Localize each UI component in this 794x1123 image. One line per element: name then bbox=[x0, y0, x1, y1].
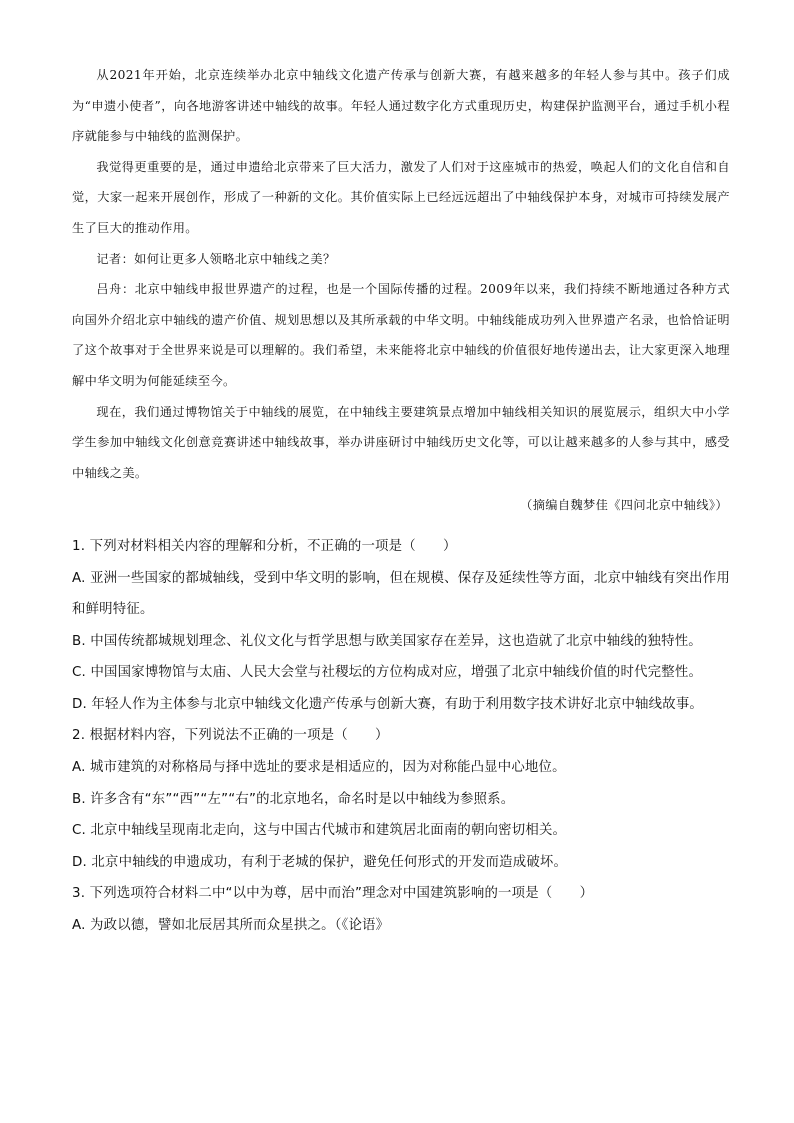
question-1-option-c: C. 中国国家博物馆与太庙、人民大会堂与社稷坛的方位构成对应，增强了北京中轴线价值的时代完整性。 bbox=[72, 665, 703, 681]
question-1-option-d: D. 年轻人作为主体参与北京中轴线文化遗产传承与创新大赛，有助于利用数字技术讲好北京中轴线故事。 bbox=[72, 696, 703, 712]
reading-passage bbox=[72, 60, 730, 521]
question-1-stem: 1. 下列对材料相关内容的理解和分析，不正确的一项是（ ） bbox=[72, 538, 457, 554]
question-2-option-b: B. 许多含有“东”“西”“左”“右”的北京地名，命名时是以中轴线为参照系。 bbox=[72, 791, 515, 807]
passage-source: （摘编自魏梦佳《四问北京中轴线》） bbox=[520, 498, 728, 513]
question-3-option-a: A. 为政以德，譬如北辰居其所而众星拱之。（《论语》 bbox=[72, 918, 390, 934]
question-2-stem: 2. 根据材料内容，下列说法不正确的一项是（ ） bbox=[72, 728, 389, 744]
passage-paragraph: 从2021年开始，北京连续举办北京中轴线文化遗产传承与创新大赛，有越来越多的年轻人参与其中。孩子们成为“申遗小使者”，向各地游客讲述中轴线的故事。年轻人通过数字化方式重现历史，构建保护监测平台，通过手机小程序就能参与中轴线的监测保护。 bbox=[72, 68, 730, 144]
passage-paragraph: 现在，我们通过博物馆关于中轴线的展览，在中轴线主要建筑景点增加中轴线相关知识的展览展示，组织大中小学学生参加中轴线文化创意竞赛讲述中轴线故事，举办讲座研讨中轴线历史文化等，可以让越来越多的人参与其中，感受中轴线之美。 bbox=[72, 404, 730, 480]
passage-paragraph: 我觉得更重要的是，通过申遗给北京带来了巨大活力，激发了人们对于这座城市的热爱，唤起人们的文化自信和自觉，大家一起来开展创作，形成了一种新的文化。其价值实际上已经远远超出了中轴线保护本身，对城市可持续发展产生了巨大的推动作用。 bbox=[72, 159, 730, 235]
question-2-option-a: A. 城市建筑的对称格局与择中选址的要求是相适应的，因为对称能凸显中心地位。 bbox=[72, 760, 566, 776]
passage-paragraph: 吕舟：北京中轴线申报世界遗产的过程，也是一个国际传播的过程。2009年以来，我们持续不断地通过各种方式向国外介绍北京中轴线的遗产价值、规划思想以及其所承载的中华文明。中轴线能成功列入世界遗产名录，也恰恰证明了这个故事对于全世界来说是可以理解的。我们希望，未来能将北京中轴线的价值很好地传递出去，让大家更深入地理解中华文明为何能延续至今。 bbox=[72, 282, 730, 388]
document-page bbox=[72, 60, 730, 942]
question-list bbox=[72, 531, 730, 942]
passage-paragraph: 记者：如何让更多人领略北京中轴线之美？ bbox=[96, 251, 336, 266]
question-2-option-d: D. 北京中轴线的申遗成功，有利于老城的保护，避免任何形式的开发而造成破坏。 bbox=[72, 854, 568, 870]
question-2-option-c: C. 北京中轴线呈现南北走向，这与中国古代城市和建筑居北面南的朝向密切相关。 bbox=[72, 823, 567, 839]
question-1-option-b: B. 中国传统都城规划理念、礼仪文化与哲学思想与欧美国家存在差异，这也造就了北京中轴线的独特性。 bbox=[72, 633, 702, 649]
question-3-stem: 3. 下列选项符合材料二中“以中为尊，居中而治”理念对中国建筑影响的一项是（ ） bbox=[72, 886, 594, 902]
question-1-option-a: A. 亚洲一些国家的都城轴线，受到中华文明的影响，但在规模、保存及延续性等方面，北京中轴线有突出作用和鲜明特征。 bbox=[72, 570, 730, 618]
